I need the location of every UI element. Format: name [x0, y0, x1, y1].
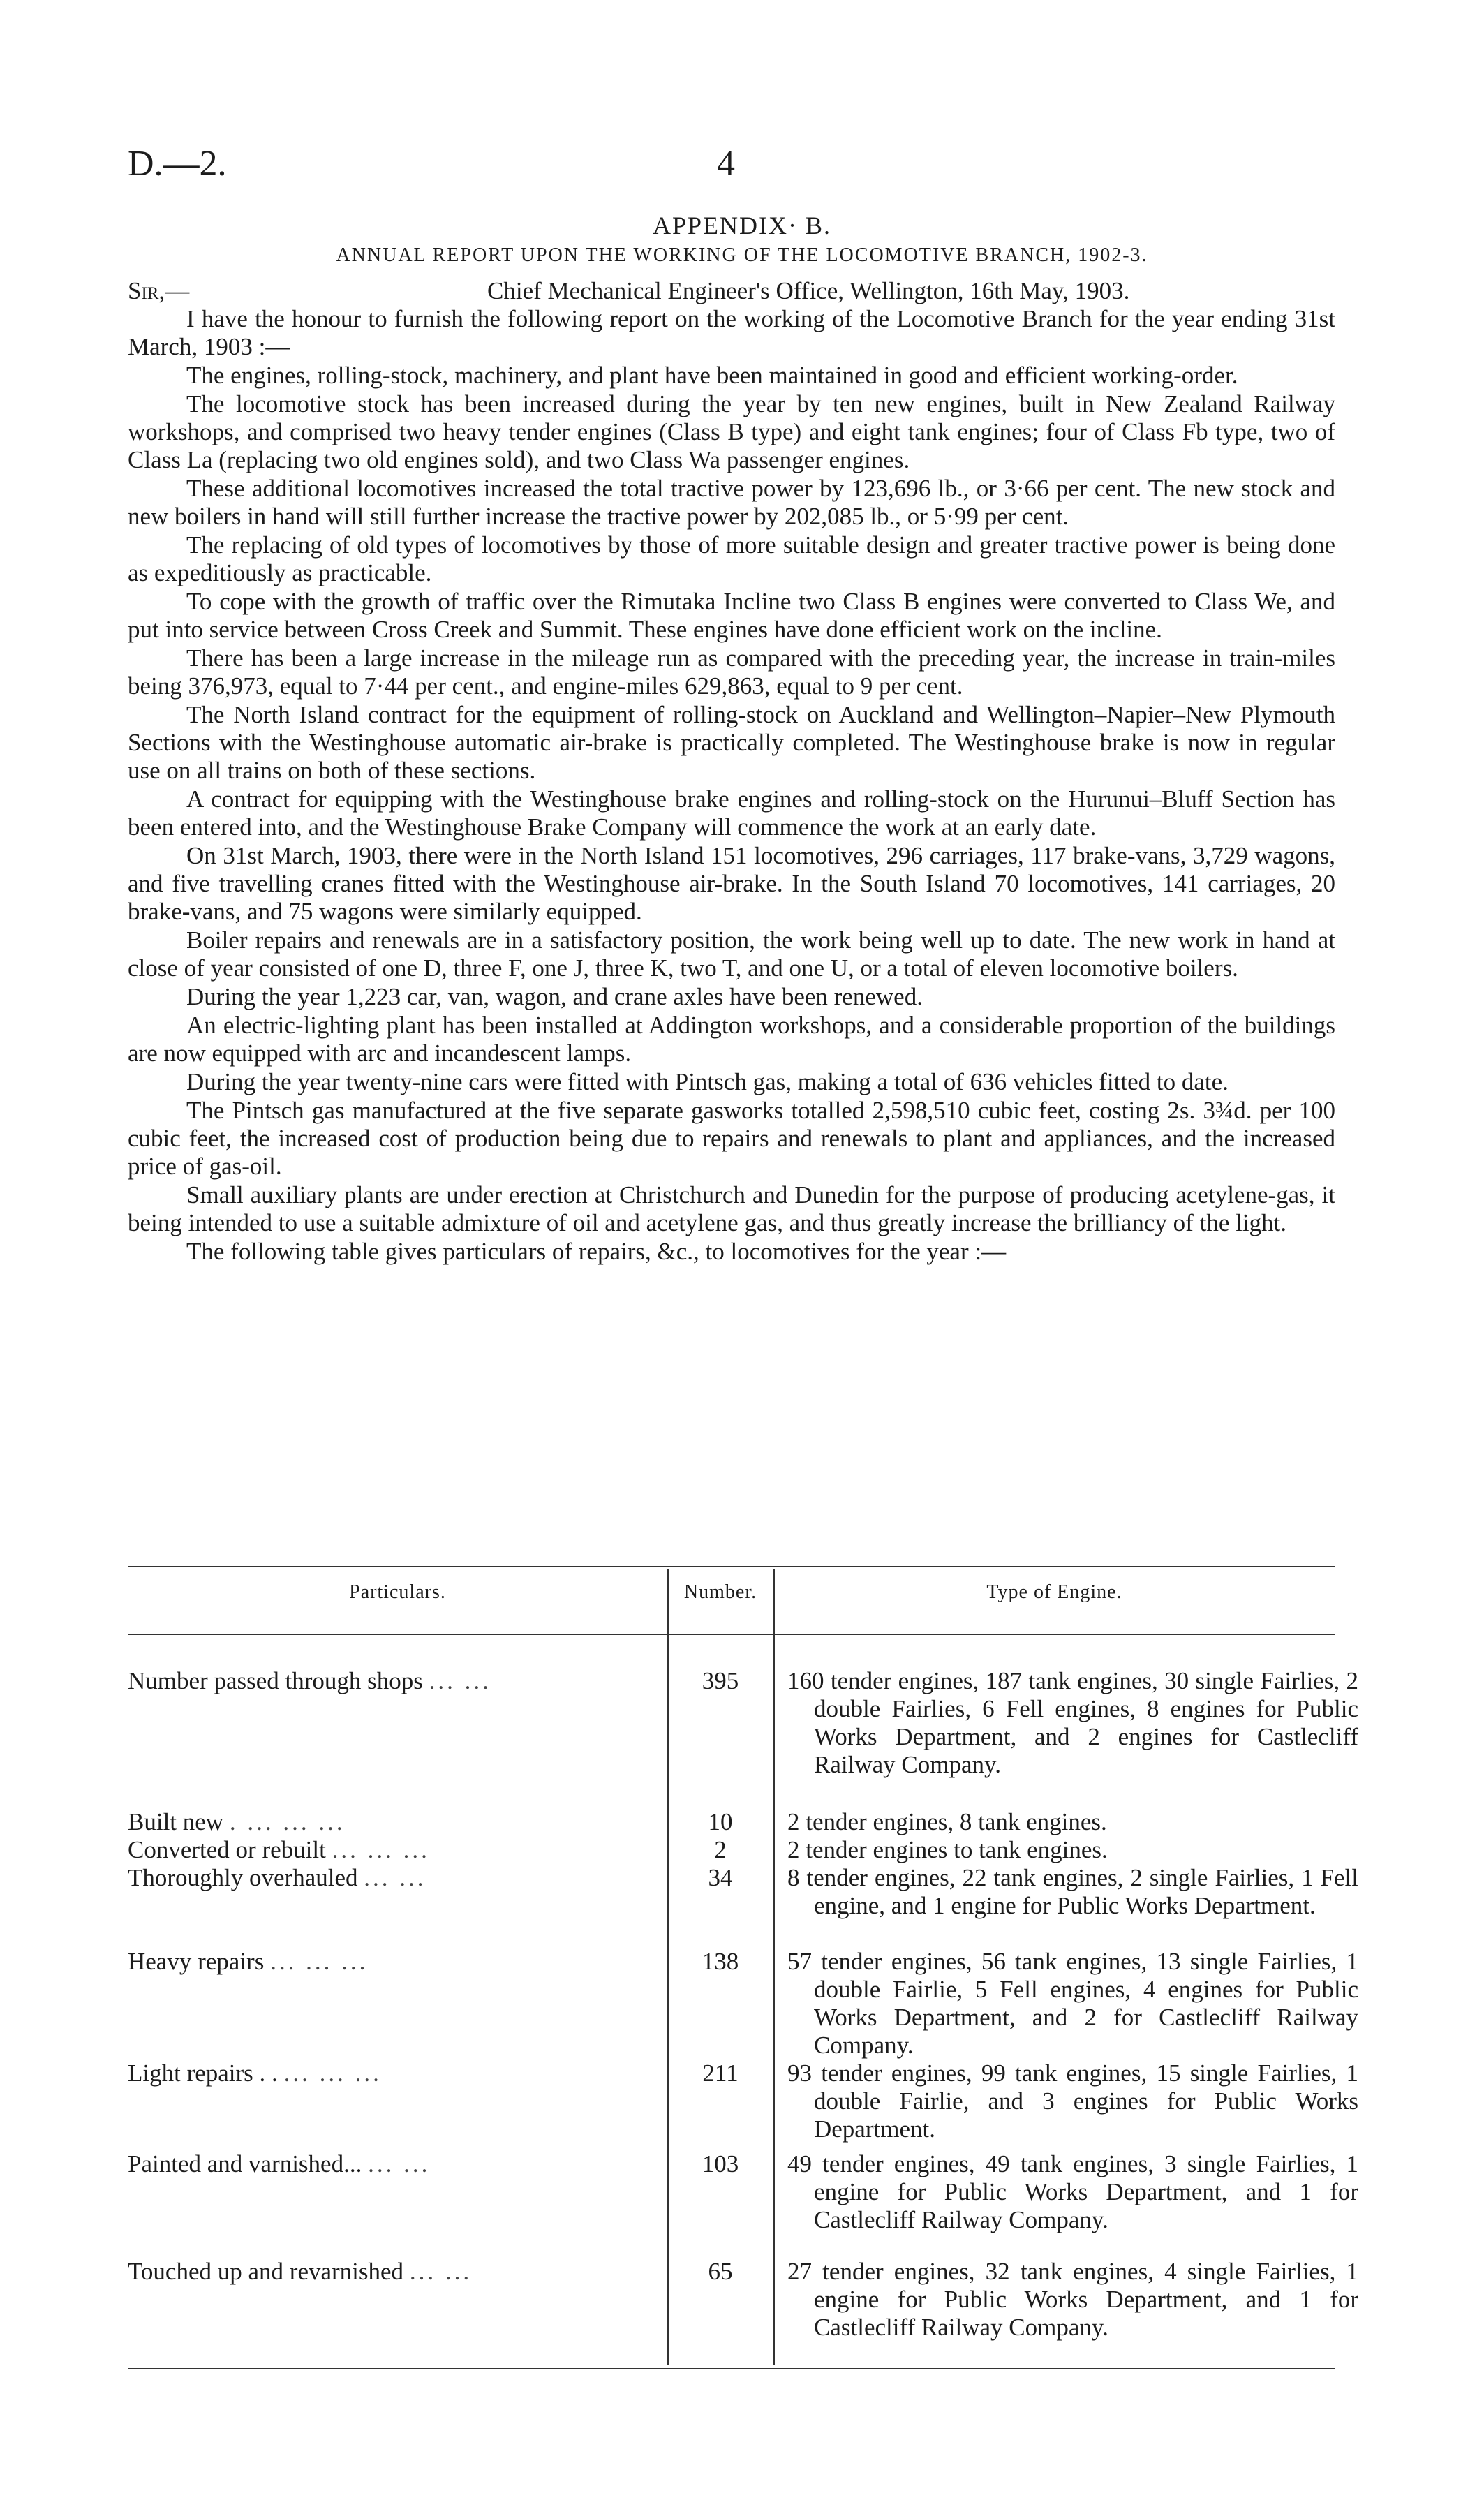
row-number: 2 — [714, 1836, 727, 1863]
row-particulars: Touched up and revarnished ... ... — [128, 2258, 473, 2285]
salutation: Sir,— — [128, 277, 190, 304]
paragraph: The Pintsch gas manufactured at the five separate gasworks totalled 2,598,510 cubic feet, costing 2s. 3¾d. per 100 cubic feet, the increased cost of production being due to repairs and renewals to plant and appliances, and the increased price of gas-oil. — [128, 1097, 1335, 1180]
row-particulars: Built new . ... ... ... — [128, 1808, 346, 1835]
row-particulars: Heavy repairs ... ... ... — [128, 1948, 369, 1975]
row-particulars: Painted and varnished... ... ... — [128, 2150, 431, 2177]
paragraph: These additional locomotives increased the total tractive power by 123,696 lb., or 3·66 per cent. The new stock and new boilers in hand will still further increase the tractive power by 202,085 lb., or 5·99 per cent. — [128, 475, 1335, 530]
row-type-of-engine: 49 tender engines, 49 tank engines, 3 single Fairlies, 1 engine for Public Works Department, and 1 for Castlecliff Railway Company. — [787, 2150, 1358, 2233]
row-number: 34 — [708, 1864, 733, 1891]
paragraph: To cope with the growth of traffic over the Rimutaka Incline two Class B engines were converted to Class We, and put into service between Cross Creek and Summit. These engines have done efficient work on the incline. — [128, 588, 1335, 643]
row-number: 138 — [702, 1948, 739, 1975]
row-number: 103 — [702, 2150, 739, 2177]
column-divider — [773, 1569, 775, 2365]
row-type-of-engine: 93 tender engines, 99 tank engines, 15 single Fairlies, 1 double Fairlie, and 3 engines for Public Works Department. — [787, 2059, 1358, 2143]
paragraph: The following table gives particulars of repairs, &c., to locomotives for the year :— — [186, 1238, 1007, 1265]
report-body — [128, 305, 1335, 1266]
paragraph: During the year twenty-nine cars were fitted with Pintsch gas, making a total of 636 vehicles fitted to date. — [186, 1068, 1229, 1095]
header-particulars: Particulars. — [349, 1581, 446, 1603]
header-number: Number. — [683, 1581, 757, 1603]
paragraph: There has been a large increase in the mileage run as compared with the preceding year, the increase in train-miles being 376,973, equal to 7·44 per cent., and engine-miles 629,863, equal to 9 per cent. — [128, 644, 1335, 700]
row-type-of-engine: 8 tender engines, 22 tank engines, 2 single Fairlies, 1 Fell engine, and 1 engine for Public Works Department. — [787, 1864, 1358, 1919]
page-number: 4 — [717, 144, 735, 184]
paragraph: On 31st March, 1903, there were in the North Island 151 locomotives, 296 carriages, 117 brake-vans, 3,729 wagons, and five travelling cranes fitted with the Westinghouse air-brake. In the South Island 70 locomotives, 141 carriages, 20 brake-vans, and 75 wagons were similarly equipped. — [128, 842, 1335, 925]
paragraph: The locomotive stock has been increased during the year by ten new engines, built in New Zealand Railway workshops, and comprised two heavy tender engines (Class B type) and eight tank engines; four of Class Fb type, two of Class La (replacing two old engines sold), and two Class Wa passenger engines. — [128, 390, 1335, 473]
document-reference: D.—2. — [128, 144, 227, 184]
paragraph: Boiler repairs and renewals are in a satisfactory position, the work being well up to date. The new work in hand at close of year consisted of one D, three F, one J, three K, two T, and one U, or a total of eleven locomotive boilers. — [128, 926, 1335, 982]
row-type-of-engine: 2 tender engines to tank engines. — [787, 1836, 1108, 1863]
paragraph: An electric-lighting plant has been installed at Addington workshops, and a considerable proportion of the buildings are now equipped with arc and incandescent lamps. — [128, 1012, 1335, 1067]
row-type-of-engine: 57 tender engines, 56 tank engines, 13 single Fairlies, 1 double Fairlie, 5 Fell engines, 4 engines for Public Works Department, and 2 for Castlecliff Railway Company. — [787, 1948, 1358, 2059]
row-type-of-engine: 160 tender engines, 187 tank engines, 30 single Fairlies, 2 double Fairlies, 6 Fell engines, 8 engines for Public Works Department, and 2 engines for Castlecliff Railway Company. — [787, 1667, 1358, 1778]
row-number: 395 — [702, 1667, 739, 1694]
paragraph: A contract for equipping with the Westinghouse brake engines and rolling-stock on the Hurunui–Bluff Section has been entered into, and the Westinghouse Brake Company will commence the work at an early date. — [128, 785, 1335, 841]
office-date-line: Chief Mechanical Engineer's Office, Wellington, 16th May, 1903. — [487, 277, 1130, 304]
report-subtitle: ANNUAL REPORT UPON THE WORKING OF THE LOCOMOTIVE BRANCH, 1902-3. — [336, 244, 1148, 266]
paragraph: The engines, rolling-stock, machinery, and plant have been maintained in good and efficient working-order. — [186, 362, 1238, 389]
paragraph: The North Island contract for the equipment of rolling-stock on Auckland and Wellington–Napier–New Plymouth Sections with the Westinghouse automatic air-brake is practically completed. The Westinghouse brake is now in regular use on all trains on both of these sections. — [128, 701, 1335, 784]
table-bottom-rule — [128, 2368, 1335, 2369]
row-particulars: Light repairs . . ... ... ... — [128, 2059, 382, 2087]
row-particulars: Thoroughly overhauled ... ... — [128, 1864, 426, 1891]
header-type-of-engine: Type of Engine. — [986, 1581, 1122, 1603]
table-top-rule — [128, 1566, 1335, 1567]
paragraph: Small auxiliary plants are under erection at Christchurch and Dunedin for the purpose of producing acetylene-gas, it being intended to use a suitable admixture of oil and acetylene gas, and thus greatly increase the brilliancy of the light. — [128, 1181, 1335, 1236]
paragraph: I have the honour to furnish the following report on the working of the Locomotive Branch for the year ending 31st March, 1903 :— — [128, 305, 1335, 360]
row-number: 65 — [708, 2258, 733, 2285]
row-type-of-engine: 27 tender engines, 32 tank engines, 4 single Fairlies, 1 engine for Public Works Department, and 1 for Castlecliff Railway Company. — [787, 2258, 1358, 2341]
paragraph: The replacing of old types of locomotives by those of more suitable design and greater tractive power is being done as expeditiously as practicable. — [128, 531, 1335, 586]
row-particulars: Converted or rebuilt ... ... ... — [128, 1836, 430, 1863]
paragraph: During the year 1,223 car, van, wagon, and crane axles have been renewed. — [186, 983, 923, 1010]
table-header-rule — [128, 1634, 1335, 1635]
row-particulars: Number passed through shops ... ... — [128, 1667, 491, 1694]
row-number: 10 — [708, 1808, 733, 1835]
row-number: 211 — [702, 2059, 739, 2087]
appendix-title: APPENDIX· B. — [652, 212, 831, 239]
row-type-of-engine: 2 tender engines, 8 tank engines. — [787, 1808, 1107, 1835]
